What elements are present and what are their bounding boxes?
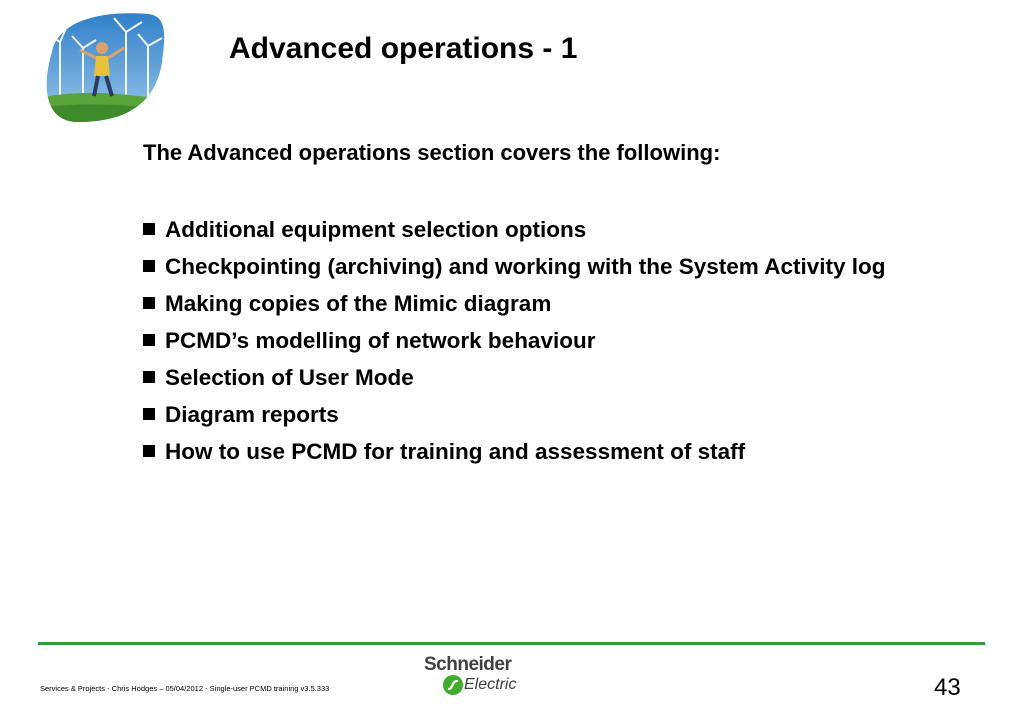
bullet-list [143, 214, 983, 473]
list-item: Additional equipment selection options [143, 214, 983, 245]
footer-credit: Services & Projects - Chris Hodges – 05/04/2012 - Single-user PCMD training v3.5.333 [40, 684, 330, 693]
page-number: 43 [934, 674, 961, 701]
square-bullet-icon [143, 297, 155, 309]
list-item: Selection of User Mode [143, 362, 983, 393]
brand-logo [424, 654, 539, 700]
square-bullet-icon [143, 408, 155, 420]
list-item: PCMD’s modelling of network behaviour [143, 325, 983, 356]
slide-title: Advanced operations - 1 [229, 32, 578, 65]
list-item: Diagram reports [143, 399, 983, 430]
square-bullet-icon [143, 334, 155, 346]
wind-turbine-photo-icon [38, 12, 166, 124]
schneider-electric-logo-icon [442, 674, 464, 696]
brand-sub: Electric [464, 676, 517, 693]
square-bullet-icon [143, 445, 155, 457]
intro-text: The Advanced operations section covers the following: [143, 140, 721, 165]
square-bullet-icon [143, 371, 155, 383]
square-bullet-icon [143, 260, 155, 272]
brand-name: Schneider [424, 654, 512, 675]
square-bullet-icon [143, 223, 155, 235]
list-item: Making copies of the Mimic diagram [143, 288, 983, 319]
footer-divider [38, 642, 985, 645]
list-item: How to use PCMD for training and assessment of staff [143, 436, 983, 467]
list-item: Checkpointing (archiving) and working with the System Activity log [143, 251, 983, 282]
